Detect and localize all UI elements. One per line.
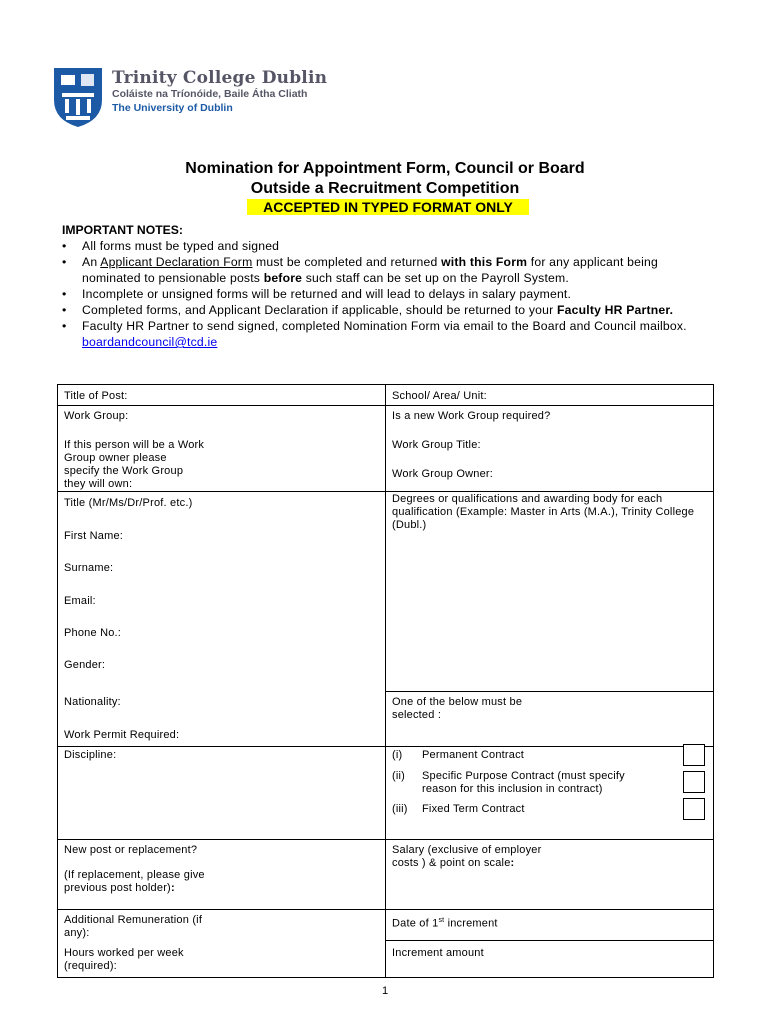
note-item: • Faculty HR Partner to send signed, completed Nomination Form via email to the Board and Council mailbox. boardandcouncil@tcd.ie	[62, 318, 712, 350]
date-first-increment-label: Date of 1st increment	[392, 917, 498, 930]
work-permit-label: Work Permit Required:	[64, 729, 180, 741]
title-of-post-label: Title of Post:	[64, 390, 128, 402]
note-item: • Completed forms, and Applicant Declaration if applicable, should be returned to your Faculty HR Partner.	[62, 302, 712, 318]
org-name: Trinity College Dublin	[112, 68, 328, 88]
fixed-term-contract-label: Fixed Term Contract	[422, 803, 525, 815]
increment-amount-label: Increment amount	[392, 947, 484, 959]
work-group-owner-note: If this person will be a Work Group owner please specify the Work Group they will own:	[64, 439, 205, 490]
gender-label: Gender:	[64, 659, 106, 671]
work-group-owner-label: Work Group Owner:	[392, 468, 494, 480]
one-of-below-label: One of the below must be selected :	[392, 696, 523, 721]
permanent-contract-checkbox[interactable]	[683, 744, 705, 766]
school-area-unit-label: School/ Area/ Unit:	[392, 390, 487, 402]
notes-heading: IMPORTANT NOTES:	[62, 223, 183, 237]
work-group-label: Work Group:	[64, 410, 129, 422]
important-notes	[62, 222, 712, 350]
option-number: (iii)	[392, 803, 408, 815]
person-title-label: Title (Mr/Ms/Dr/Prof. etc.)	[64, 497, 193, 509]
surname-label: Surname:	[64, 562, 114, 574]
applicant-declaration-link[interactable]: Applicant Declaration Form	[100, 255, 253, 269]
additional-remuneration-label: Additional Remuneration (if any):	[64, 914, 203, 939]
permanent-contract-label: Permanent Contract	[422, 749, 525, 761]
note-item: • All forms must be typed and signed	[62, 238, 712, 254]
org-irish-name: Coláiste na Tríonóide, Baile Átha Cliath	[112, 88, 308, 100]
new-post-label: New post or replacement?	[64, 844, 198, 856]
option-number: (ii)	[392, 770, 406, 782]
email-label: Email:	[64, 595, 96, 607]
discipline-label: Discipline:	[64, 749, 117, 761]
hours-worked-label: Hours worked per week (required):	[64, 947, 184, 972]
form-title: Nomination for Appointment Form, Council or Board	[185, 160, 585, 177]
email-link[interactable]: boardandcouncil@tcd.ie	[82, 335, 218, 349]
form-subtitle: Outside a Recruitment Competition	[250, 180, 520, 197]
org-subtitle: The University of Dublin	[112, 102, 233, 114]
fixed-term-contract-checkbox[interactable]	[683, 798, 705, 820]
specific-purpose-contract-checkbox[interactable]	[683, 771, 705, 793]
phone-label: Phone No.:	[64, 627, 122, 639]
tcd-crest-icon	[52, 66, 104, 128]
note-item: • Incomplete or unsigned forms will be returned and will lead to delays in salary payment.	[62, 286, 712, 302]
work-group-title-label: Work Group Title:	[392, 439, 481, 451]
page-number: 1	[381, 985, 389, 997]
new-work-group-label: Is a new Work Group required?	[392, 410, 551, 422]
nationality-label: Nationality:	[64, 696, 121, 708]
option-number: (i)	[392, 749, 403, 761]
replacement-note: (If replacement, please give previous post holder):	[64, 869, 205, 894]
typed-format-banner: ACCEPTED IN TYPED FORMAT ONLY	[247, 199, 529, 215]
nomination-form-table	[57, 384, 714, 978]
specific-purpose-contract-label: Specific Purpose Contract (must specify reason for this inclusion in contract)	[422, 770, 625, 795]
degrees-label: Degrees or qualifications and awarding body for each qualification (Example: Master in Arts (M.A.), Trinity College (Dubl.)	[392, 493, 695, 531]
note-item: • An Applicant Declaration Form must be completed and returned with this Form for any applicant being nominated to pensionable posts before such staff can be set up on the Payroll System.	[62, 254, 712, 286]
tcd-logo	[52, 66, 352, 130]
first-name-label: First Name:	[64, 530, 124, 542]
salary-label: Salary (exclusive of employer costs ) & point on scale:	[392, 844, 542, 869]
